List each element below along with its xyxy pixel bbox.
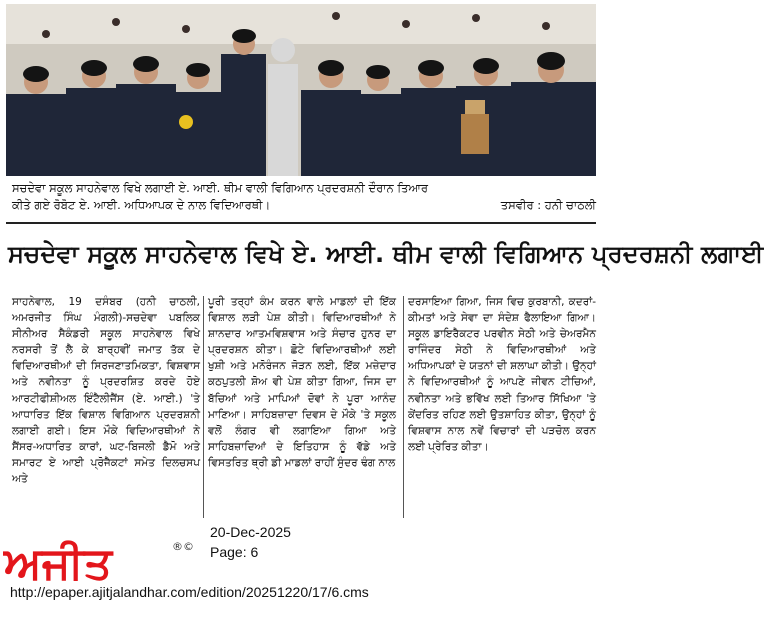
- ajit-logo-graphic: [4, 536, 194, 589]
- edition-url[interactable]: http://epaper.ajitjalandhar.com/edition/20251220/17/6.cms: [10, 584, 369, 600]
- logo-wordmark: ਅਜੀਤ: [4, 538, 112, 589]
- caption-line-1: ਸਚਦੇਵਾ ਸਕੂਲ ਸਾਹਨੇਵਾਲ ਵਿਖੇ ਲਗਾਈ ਏ. ਆਈ. ਥੀਮ ਵਾਲੀ ਵਿਗਿਆਨ ਪ੍ਰਦਰਸ਼ਨੀ ਦੌਰਾਨ ਤਿਆਰ: [12, 181, 429, 195]
- photo-illustration: [6, 4, 596, 176]
- article-body: [10, 294, 596, 522]
- registered-mark: ®©: [172, 540, 194, 553]
- newspaper-logo: [4, 536, 194, 589]
- column-divider-2: [403, 296, 404, 518]
- photo-credit: ਤਸਵੀਰ : ਹਨੀ ਚਾਠਲੀ: [500, 198, 596, 212]
- article-column-2: [208, 294, 396, 471]
- column-divider-1: [203, 296, 204, 518]
- column-1-text: ਸਾਹਨੇਵਾਲ, 19 ਦਸੰਬਰ (ਹਨੀ ਚਾਠਲੀ, ਅਮਰਜੀਤ ਸਿੰਘ ਮੰਗਲੀ)-ਸਚਦੇਵਾ ਪਬਲਿਕ ਸੀਨੀਅਰ ਸੈਕੰਡਰੀ ਸਕੂਲ ਸਾਹਨੇਵਾਲ ਵਿਖੇ ਨਰਸਰੀ ਤੋਂ ਲੈ ਕੇ ਬਾਰ੍ਹਵੀਂ ਜਮਾਤ ਤੱਕ ਦੇ ਵਿਦਿਆਰਥੀਆਂ ਦੀ ਸਿਰਜਣਾਤਮਿਕਤਾ, ਵਿਸ਼ਵਾਸ ਅਤੇ ਨਵੀਨਤਾ ਨੂੰ ਪ੍ਰਦਰਸ਼ਿਤ ਕਰਦੇ ਹੋਏ ਆਰਟੀਫੀਸ਼ੀਅਲ ਇੰਟੈਲੀਜੈਂਸ (ਏ. ਆਈ.) 'ਤੇ ਆਧਾਰਿਤ ਇੱਕ ਵਿਸ਼ਾਲ ਵਿਗਿਆਨ ਪ੍ਰਦਰਸ਼ਨੀ ਲਗਾਈ ਗਈ। ਇਸ ਮੌਕੇ ਵਿਦਿਆਰਥੀਆਂ ਨੇ ਸੈਂਸਰ-ਅਧਾਰਿਤ ਕਾਰਾਂ, ਘਟ-ਬਿਜਲੀ ਡੈਮੋ ਅਤੇ ਸਮਾਰਟ ਏ ਆਈ ਪ੍ਰੋਜੈਕਟਾਂ ਸਮੇਤ ਦਿਲਚਸਪ ਅਤੇ: [12, 296, 200, 486]
- caption-line-2: ਕੀਤੇ ਗਏ ਰੋਬੋਟ ਏ. ਆਈ. ਅਧਿਆਪਕ ਦੇ ਨਾਲ ਵਿਦਿਆਰਥੀ।: [12, 198, 271, 212]
- article-column-3: [408, 294, 596, 455]
- caption-divider: [6, 222, 596, 224]
- photo-caption: [12, 180, 596, 214]
- column-3-text: ਦਰਸਾਇਆ ਗਿਆ, ਜਿਸ ਵਿਚ ਕੁਰਬਾਨੀ, ਕਦਰਾਂ-ਕੀਮਤਾਂ ਅਤੇ ਸੇਵਾ ਦਾ ਸੰਦੇਸ਼ ਫੈਲਾਇਆ ਗਿਆ। ਸਕੂਲ ਡਾਇਰੈਕਟਰ ਪਰਵੀਨ ਸੇਠੀ ਅਤੇ ਚੇਅਰਮੈਨ ਰਾਜਿੰਦਰ ਸੇਠੀ ਨੇ ਵਿਦਿਆਰਥੀਆਂ ਅਤੇ ਅਧਿਆਪਕਾਂ ਦੇ ਯਤਨਾਂ ਦੀ ਸ਼ਲਾਘਾ ਕੀਤੀ। ਉਨ੍ਹਾਂ ਨੇ ਵਿਦਿਆਰਥੀਆਂ ਨੂੰ ਆਪਣੇ ਜੀਵਨ ਟੀਚਿਆਂ, ਨਵੀਨਤਾ ਅਤੇ ਭਵਿੱਖ ਲਈ ਤਿਆਰ ਸਿੱਖਿਆ 'ਤੇ ਕੇਂਦਰਿਤ ਰਹਿਣ ਲਈ ਉਤਸ਼ਾਹਿਤ ਕੀਤਾ, ਉਨ੍ਹਾਂ ਨੂੰ ਵਿਸ਼ਵਾਸ ਨਾਲ ਨਵੇਂ ਵਿਚਾਰਾਂ ਦੀ ਪੜਚੋਲ ਕਰਨ ਲਈ ਪ੍ਰੇਰਿਤ ਕੀਤਾ।: [408, 296, 596, 453]
- edition-date: 20-Dec-2025: [210, 524, 291, 540]
- page-number: Page: 6: [210, 544, 259, 560]
- column-2-text: ਪੂਰੀ ਤਰ੍ਹਾਂ ਕੰਮ ਕਰਨ ਵਾਲੇ ਮਾਡਲਾਂ ਦੀ ਇੱਕ ਵਿਸ਼ਾਲ ਲੜੀ ਪੇਸ਼ ਕੀਤੀ। ਵਿਦਿਆਰਥੀਆਂ ਨੇ ਸ਼ਾਨਦਾਰ ਆਤਮਵਿਸ਼ਵਾਸ ਅਤੇ ਸੰਚਾਰ ਹੁਨਰ ਦਾ ਪ੍ਰਦਰਸ਼ਨ ਕੀਤਾ। ਛੋਟੇ ਵਿਦਿਆਰਥੀਆਂ ਲਈ ਖੁਸ਼ੀ ਅਤੇ ਮਨੋਰੰਜਨ ਜੋੜਨ ਲਈ, ਇੱਕ ਮਜ਼ੇਦਾਰ ਕਠਪੁਤਲੀ ਸ਼ੋਅ ਵੀ ਪੇਸ਼ ਕੀਤਾ ਗਿਆ, ਜਿਸ ਦਾ ਬੱਚਿਆਂ ਅਤੇ ਮਾਪਿਆਂ ਦੋਵਾਂ ਨੇ ਪੂਰਾ ਆਨੰਦ ਮਾਣਿਆ। ਸਾਹਿਬਜ਼ਾਦਾ ਦਿਵਸ ਦੇ ਮੌਕੇ 'ਤੇ ਸਕੂਲ ਵਲੋਂ ਲੰਗਰ ਵੀ ਲਗਾਇਆ ਗਿਆ ਅਤੇ ਸਾਹਿਬਜ਼ਾਦਿਆਂ ਦੇ ਇਤਿਹਾਸ ਨੂੰ ਵੱਡੇ ਅਤੇ ਵਿਸਤਰਿਤ ਥ੍ਰੀ ਡੀ ਮਾਡਲਾਂ ਰਾਹੀਂ ਸੁੰਦਰ ਢੰਗ ਨਾਲ: [208, 296, 396, 469]
- article-column-1: [12, 294, 200, 487]
- news-photo: [6, 4, 596, 176]
- article-headline: ਸਚਦੇਵਾ ਸਕੂਲ ਸਾਹਨੇਵਾਲ ਵਿਖੇ ਏ. ਆਈ. ਥੀਮ ਵਾਲੀ ਵਿਗਿਆਨ ਪ੍ਰਦਰਸ਼ਨੀ ਲਗਾਈ: [8, 240, 764, 268]
